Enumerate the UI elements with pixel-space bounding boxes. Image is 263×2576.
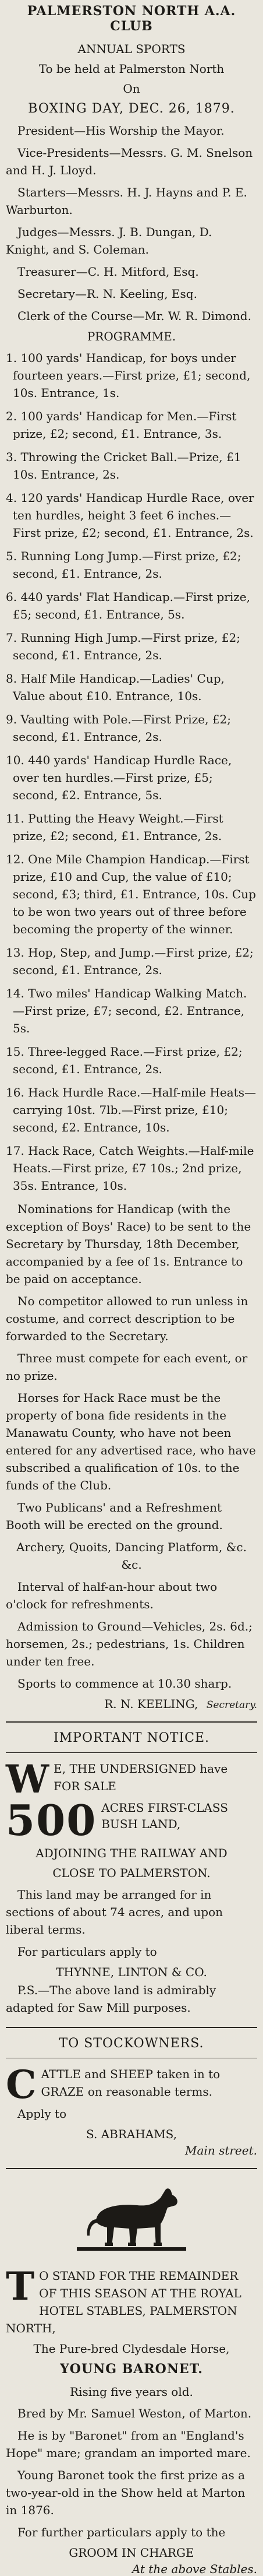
condition-paragraph: Nominations for Handicap (with the exception of Boys' Race) to be sent to the Secretary by Thursday, 18th December, accompanied by a fee of 1s. Entrance to be paid on acceptance.: [6, 1202, 251, 1286]
acreage-line: ACRES FIRST-CLASS: [101, 1801, 228, 1815]
acreage-lines: [101, 1800, 228, 1832]
pure-bred-line: The Pure-bred Clydesdale Horse,: [33, 2342, 230, 2356]
official-entry: President—His Worship the Mayor.: [17, 124, 225, 138]
stockowners-advertisement: [6, 2036, 257, 2157]
programme-event: 8. Half Mile Handicap.—Ladies' Cup, Value about £10. Entrance, 10s.: [6, 672, 225, 703]
programme-event: 3. Throwing the Cricket Ball.—Prize, £1 10s. Entrance, 2s.: [6, 450, 241, 482]
particulars-line: For further particulars apply to the: [17, 2525, 226, 2539]
condition-paragraph: Three must compete for each event, or no prize.: [6, 1351, 248, 1383]
grazing-notice: [6, 2062, 257, 2107]
column-divider: [6, 2168, 257, 2169]
postscript: P.S.—The above land is admirably adapted for Saw Mill purposes.: [6, 1983, 216, 2015]
programme-event: 1. 100 yards' Handicap, for boys under fourteen years.—First prize, £1; second, 10s. Entrance, 1s.: [6, 351, 251, 400]
stallion-advertisement: [6, 2177, 257, 2576]
condition-paragraph: Two Publicans' and a Refreshment Booth will be erected on the ground.: [6, 1500, 223, 1532]
age-line: Rising five years old.: [70, 2385, 193, 2399]
heading-divider: [6, 1752, 257, 1753]
particulars-line: For particulars apply to: [17, 1945, 157, 1959]
drop-cap-letter: W: [6, 1756, 49, 1802]
drop-cap-letter: C: [6, 2062, 37, 2107]
groom-line: GROOM IN CHARGE: [69, 2546, 194, 2560]
secretary-role: Secretary.: [206, 1699, 257, 1711]
programme-event: 15. Three-legged Race.—First prize, £2; second, £1. Entrance, 2s.: [6, 1045, 243, 1076]
programme-event: 10. 440 yards' Handicap Hurdle Race, over ten hurdles.—First prize, £5; second, £2. Entrance, 5s.: [6, 753, 232, 802]
secretary-signature: [6, 1697, 257, 1711]
programme-event: 11. Putting the Heavy Weight.—First prize, £2; second, £1. Entrance, 2s.: [6, 811, 223, 843]
stallion-name: YOUNG BARONET.: [60, 2361, 203, 2377]
breeding-paragraph: He is by "Baronet" from an "England's Hope" mare; grandam an imported mare.: [6, 2429, 251, 2460]
official-entry: Vice-Presidents—Messrs. G. M. Snelson and H. J. Lloyd.: [6, 146, 253, 177]
programme-event: 2. 100 yards' Handicap for Men.—First prize, £2; second, £1. Entrance, 3s.: [6, 409, 237, 441]
land-terms: This land may be arranged for in sections of about 74 acres, and upon liberal terms.: [6, 1888, 223, 1937]
grazing-text: ATTLE and SHEEP taken in to GRAZE on reasonable terms.: [41, 2067, 221, 2099]
start-time-line: Sports to commence at 10.30 sharp.: [17, 1677, 232, 1691]
programme-event: 14. Two miles' Handicap Walking Match.—First prize, £7; second, £2. Entrance, 5s.: [6, 986, 247, 1035]
land-ad-heading: IMPORTANT NOTICE.: [53, 1731, 210, 1745]
stock-agent-name: S. ABRAHAMS,: [86, 2127, 177, 2141]
column-divider: [6, 1721, 257, 1723]
adjoining-line: ADJOINING THE RAILWAY AND: [35, 1846, 228, 1860]
amusements-line: Archery, Quoits, Dancing Platform, &c. &c.: [16, 1540, 247, 1572]
agent-name: THYNNE, LINTON & CO.: [56, 1965, 207, 1979]
column-divider: [6, 2027, 257, 2028]
conditions-list: [6, 1200, 257, 1534]
venue-line: To be held at Palmerston North: [38, 62, 225, 76]
condition-paragraph: Horses for Hack Race must be the property of bona fide residents in the Manawatu County, who have not been entered for any advertised race, who have subscribed a qualification of 10s. to the funds of the Club.: [6, 1391, 256, 1492]
horse-icon: [73, 2177, 190, 2259]
intro-text: E, THE UNDERSIGNED have FOR SALE: [54, 1762, 228, 1793]
breeding-paragraph: Bred by Mr. Samuel Weston, of Marton.: [17, 2406, 252, 2420]
programme-event: 12. One Mile Champion Handicap.—First prize, £10 and Cup, the value of £10; second, £3; third, £1. Entrance, 10s. Cup to be won two years out of three before becoming the property of the winner.: [6, 852, 256, 936]
interval-line: Interval of half-an-hour about two o'clock for refreshments.: [6, 1580, 218, 1611]
programme-event: 9. Vaulting with Pole.—First Prize, £2; second, £1. Entrance, 2s.: [6, 712, 231, 744]
condition-paragraph: No competitor allowed to run unless in costume, and correct description to be forwarded to the Secretary.: [6, 1294, 248, 1343]
secretary-name: R. N. KEELING,: [104, 1697, 198, 1711]
athletic-club-advertisement: [6, 3, 257, 1711]
official-entry: Secretary—R. N. Keeling, Esq.: [17, 287, 197, 301]
programme-event: 5. Running Long Jump.—First prize, £2; second, £1. Entrance, 2s.: [6, 549, 241, 581]
land-sale-advertisement: [6, 1731, 257, 2016]
event-name: ANNUAL SPORTS: [77, 42, 186, 56]
club-title: PALMERSTON NORTH A.A. CLUB: [27, 3, 236, 34]
acreage-line: BUSH LAND,: [101, 1817, 181, 1831]
official-entry: Judges—Messrs. J. B. Dungan, D. Knight, and S. Coleman.: [6, 225, 212, 256]
programme-event: 17. Hack Race, Catch Weights.—Half-mile Heats.—First prize, £7 10s.; 2nd prize, 35s. Entrance, 10s.: [6, 1144, 254, 1193]
stand-text: O STAND FOR THE REMAINDER OF THIS SEASON AT THE ROYAL HOTEL STABLES, PALMERSTON NORTH,: [6, 2269, 241, 2335]
event-date: BOXING DAY, DEC. 26, 1879.: [28, 101, 235, 116]
stock-agent-address: Main street.: [185, 2143, 257, 2157]
admission-line: Admission to Ground—Vehicles, 2s. 6d.; horsemen, 2s.; pedestrians, 1s. Children under ten free.: [6, 1619, 253, 1668]
stallion-stand-notice: [6, 2264, 257, 2337]
breeding-paragraph: Young Baronet took the first prize as a two-year-old in the Show held at Marton in 1876.: [6, 2468, 246, 2517]
programme-event: 4. 120 yards' Handicap Hurdle Race, over ten hurdles, height 3 feet 6 inches.—First prize, £2; second, £1. Entrance, 2s.: [6, 491, 254, 540]
programme-list: [6, 349, 257, 1194]
programme-event: 16. Hack Hurdle Race.—Half-mile Heats—carrying 10st. 7lb.—First prize, £10; second, £2. Entrance, 10s.: [6, 1085, 256, 1134]
programme-heading: PROGRAMME.: [87, 329, 176, 343]
land-ad-intro: [6, 1756, 257, 1802]
acreage-number: 500: [6, 1795, 97, 1845]
drop-cap-letter: T: [6, 2264, 35, 2309]
on-line: On: [123, 82, 140, 96]
official-entry: Starters—Messrs. H. J. Hayns and P. E. Warburton.: [6, 185, 247, 217]
stables-address: At the above Stables.: [132, 2562, 257, 2576]
official-entry: Clerk of the Course—Mr. W. R. Dimond.: [17, 309, 251, 323]
acreage-block: [6, 1795, 257, 1845]
apply-line: Apply to: [17, 2107, 67, 2121]
officials-list: [6, 122, 257, 325]
programme-event: 13. Hop, Step, and Jump.—First prize, £2; second, £1. Entrance, 2s.: [6, 946, 254, 977]
stock-ad-heading: TO STOCKOWNERS.: [59, 2036, 204, 2051]
official-entry: Treasurer—C. H. Mitford, Esq.: [17, 265, 199, 279]
programme-event: 7. Running High Jump.—First prize, £2; second, £1. Entrance, 2s.: [6, 631, 241, 662]
location-line: CLOSE TO PALMERSTON.: [52, 1866, 211, 1880]
programme-event: 6. 440 yards' Flat Handicap.—First prize, £5; second, £1. Entrance, 5s.: [6, 590, 250, 621]
